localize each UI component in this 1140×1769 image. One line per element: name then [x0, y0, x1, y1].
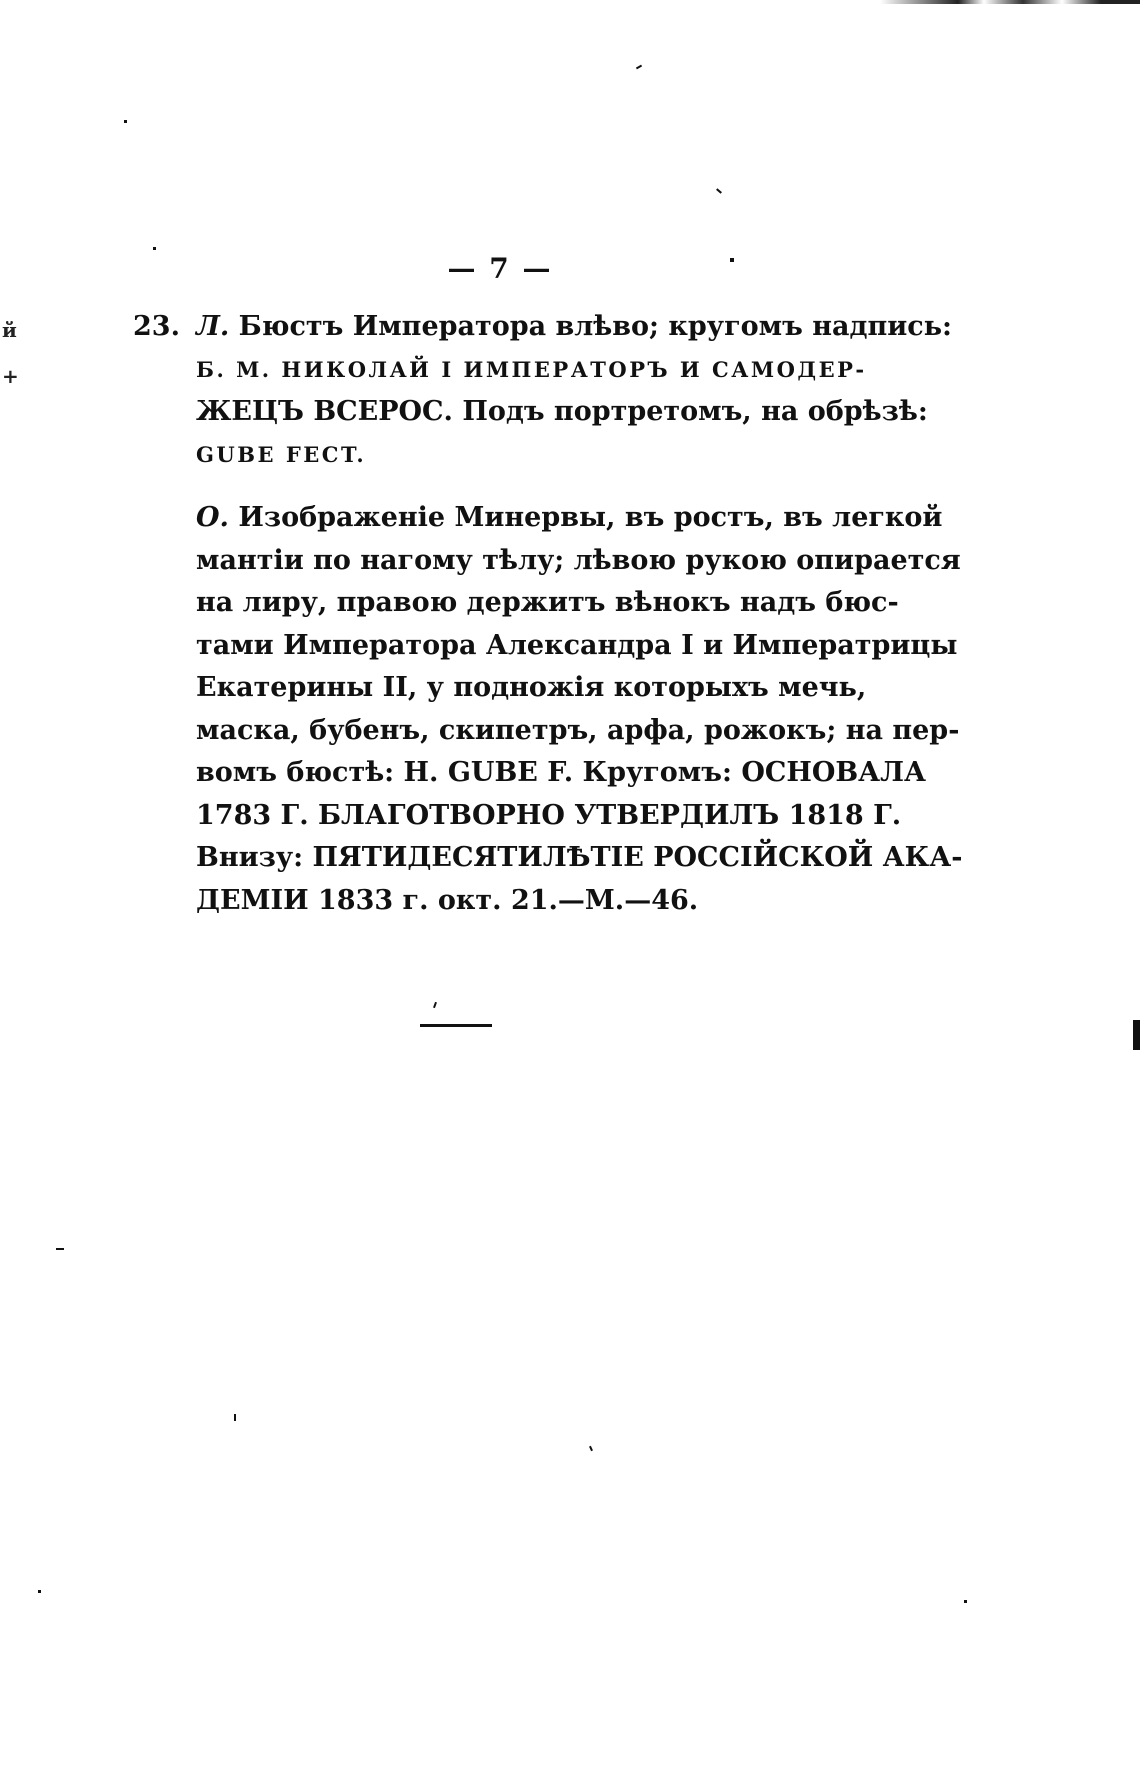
scan-speck [433, 1002, 437, 1008]
scan-speck [716, 188, 722, 193]
scan-speck [636, 65, 642, 70]
scan-speck [124, 120, 127, 123]
text-line: Екатерины II, у подножія которыхъ мечь, [196, 672, 867, 703]
scan-edge-artifact [880, 0, 1140, 4]
reverse-label: О. [196, 502, 229, 533]
text-line: 1783 Г. БЛАГОТВОРНО УТВЕРДИЛЪ 1818 Г. [196, 799, 902, 831]
scan-speck [56, 1248, 64, 1250]
scan-speck [964, 1600, 967, 1603]
reverse-description [133, 497, 963, 922]
text-line: маска, бубенъ, скипетръ, арфа, рожокъ; на пер- [196, 714, 960, 746]
scan-speck [153, 247, 156, 250]
text-line: мантіи по нагому тѣлу; лѣвою рукою опирается [196, 544, 961, 576]
scan-speck [38, 1590, 41, 1593]
text-line: ЖЕЦЪ ВСЕРОС. Подъ портретомъ, на обрѣзѣ: [196, 396, 928, 427]
text-line: Б. М. НИКОЛАЙ I ИМПЕРАТОРЪ И САМОДЕР- [196, 356, 867, 382]
text-line: вомъ бюстѣ: Н. GUBE F. Кругомъ: ОСНОВАЛА [196, 757, 927, 788]
text-line: ДЕМІИ 1833 г. окт. 21.—М.—46. [196, 884, 699, 916]
adjacent-page-glyph: + [2, 364, 19, 388]
entry-number: 23. [133, 311, 180, 342]
text-line: Изображеніе Минервы, въ ростъ, въ легкой [228, 502, 943, 533]
text-line: тами Императора Александра I и Императрицы [196, 629, 958, 661]
adjacent-page-glyph: й [2, 318, 17, 342]
catalog-entry [133, 306, 963, 922]
page-number: — 7 — [447, 252, 553, 285]
text-line: на лиру, правою держитъ вѣнокъ надъ бюс- [196, 587, 899, 618]
text-line: GUBE FECT. [196, 441, 367, 467]
section-end-rule [420, 1024, 492, 1027]
obverse-description [133, 306, 952, 476]
text-line: Внизу: ПЯТИДЕСЯТИЛѢТІЕ РОССІЙСКОЙ АКА- [196, 842, 963, 873]
scan-speck [1133, 1020, 1140, 1050]
obverse-label: Л. [196, 311, 230, 342]
text-line: Бюстъ Императора влѣво; кругомъ надпись: [229, 311, 952, 342]
scan-speck [234, 1414, 236, 1421]
scan-speck [589, 1446, 593, 1451]
